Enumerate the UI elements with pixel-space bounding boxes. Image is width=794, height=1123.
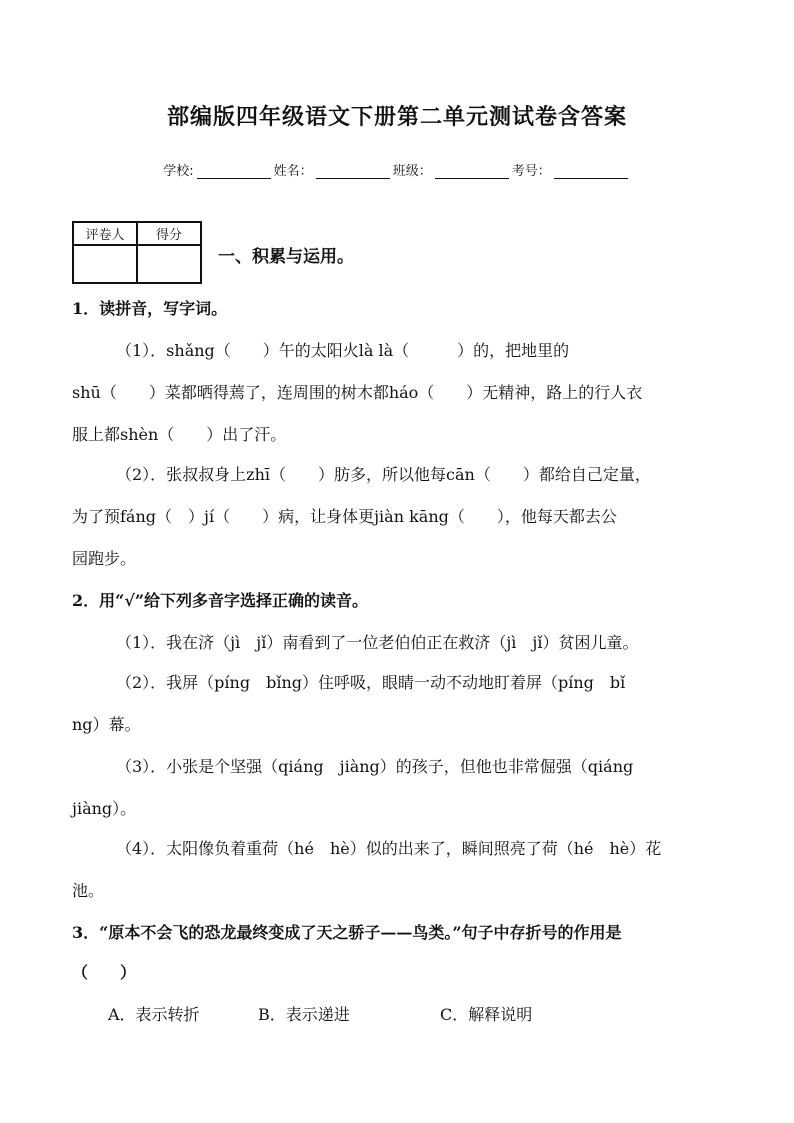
question-2-line: （3）．小张是个坚强（qiáng jiàng）的孩子，但他也非常倔强（qiáng <box>116 757 634 776</box>
class-blank[interactable] <box>435 164 509 179</box>
grader-header: 评卷人 <box>73 222 137 245</box>
question-1-line: （1）．shǎng（ ）午的太阳火là là（ ）的，把地里的 <box>116 341 570 360</box>
score-cell[interactable] <box>137 245 201 283</box>
grader-cell[interactable] <box>73 245 137 283</box>
question-1-line: 为了预fáng（ ）jí（ ）病，让身体更jiàn kāng（ ），他每天都去公 <box>72 507 617 526</box>
page-title: 部编版四年级语文下册第二单元测试卷含答案 <box>166 104 627 130</box>
answer-parenthesis[interactable]: （ ） <box>72 963 137 982</box>
school-blank[interactable] <box>197 164 271 179</box>
question-3-heading: 3．“原本不会飞的恐龙最终变成了天之骄子——鸟类。”句子中存折号的作用是 <box>72 923 622 942</box>
question-2-line: （1）．我在济（jì jǐ）南看到了一位老伯伯正在救济（jì jǐ）贫困儿童。 <box>116 633 639 652</box>
option-c[interactable]: C．解释说明 <box>440 1005 533 1024</box>
class-label: 班级： <box>392 164 432 179</box>
option-b[interactable]: B．表示递进 <box>258 1005 350 1024</box>
score-header: 得分 <box>137 222 201 245</box>
question-2-line: jiàng）。 <box>72 799 137 818</box>
question-1-line: 服上都shèn（ ）出了汗。 <box>72 425 287 444</box>
question-2-heading: 2．用“√”给下列多音字选择正确的读音。 <box>72 591 369 610</box>
question-2-line: 池。 <box>72 881 105 900</box>
question-1-line: shū（ ）菜都晒得蔫了，连周围的树木都háo（ ）无精神，路上的行人衣 <box>72 383 643 402</box>
question-1-line: 园跑步。 <box>72 549 137 568</box>
question-1-line: （2）．张叔叔身上zhī（ ）肪多，所以他每cān（ ）都给自己定量， <box>116 465 651 484</box>
exam-number-label: 考号： <box>511 164 551 179</box>
question-2-line: ng）幕。 <box>72 715 141 734</box>
exam-number-blank[interactable] <box>554 164 628 179</box>
student-info-line <box>0 160 794 179</box>
question-1-heading: 1．读拼音，写字词。 <box>72 299 228 318</box>
school-label: 学校: <box>163 164 194 179</box>
option-a[interactable]: A．表示转折 <box>108 1005 200 1024</box>
name-blank[interactable] <box>316 164 390 179</box>
section-heading: 一、积累与运用。 <box>218 247 354 267</box>
question-2-line: （2）．我屏（píng bǐng）住呼吸，眼睛一动不动地盯着屏（píng bǐ <box>116 673 626 692</box>
name-label: 姓名： <box>273 164 313 179</box>
grading-table <box>72 221 202 284</box>
question-2-line: （4）．太阳像负着重荷（hé hè）似的出来了，瞬间照亮了荷（hé hè）花 <box>116 839 662 858</box>
